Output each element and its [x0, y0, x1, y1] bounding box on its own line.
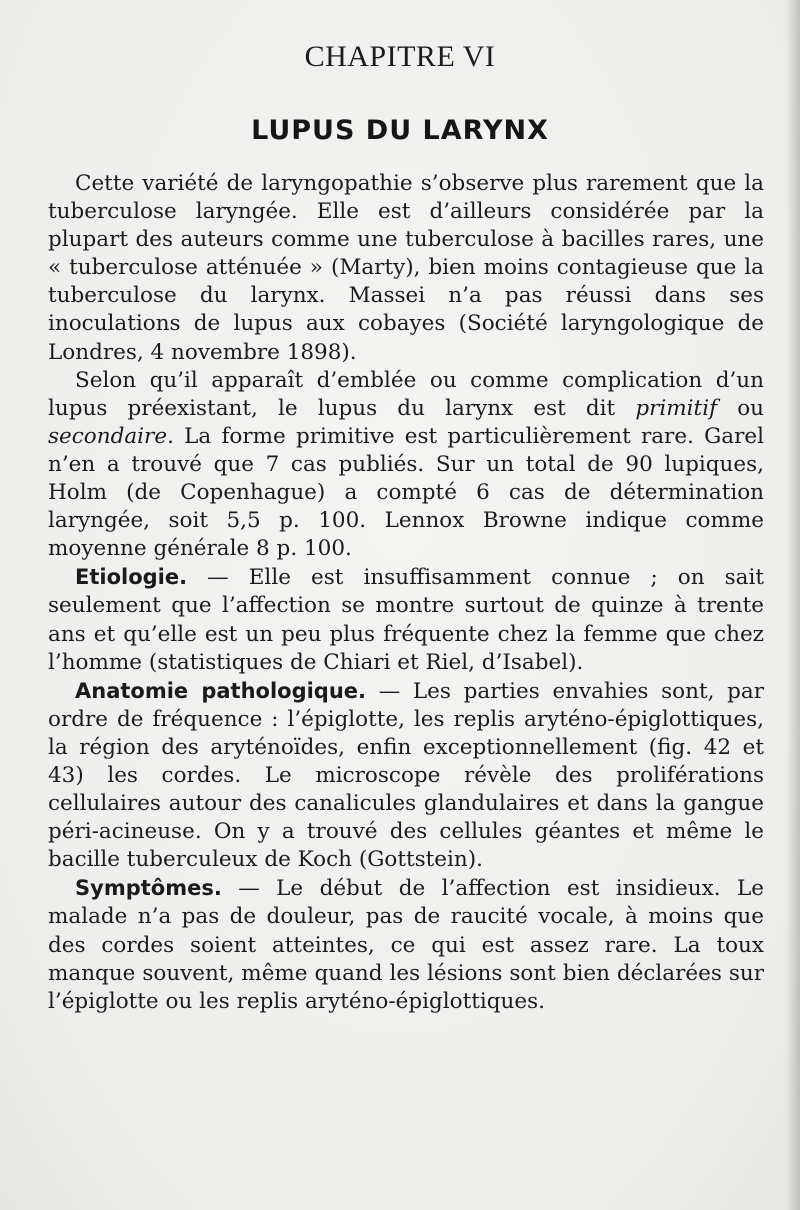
- body-text: [48, 170, 764, 1016]
- paragraph-intro: [48, 170, 764, 367]
- heading-anatomie: Anatomie pathologique.: [75, 678, 367, 703]
- paragraph-forms-text-b: ou: [717, 395, 764, 421]
- paragraph-anatomie: [48, 677, 764, 875]
- paragraph-symptomes: [48, 874, 764, 1015]
- paragraph-intro-text: Cette variété de laryngopathie s’observe plus rarement que la tuberculose laryngée. Elle est d’ailleurs considérée par la plupart des auteurs comme une tuberculose à bacilles rares, une « tuberculose atténuée » (Marty), bien moins contagieuse que la tuberculose du larynx. Massei n’a pas réussi dans ses inoculations de lupus aux cobayes (Société laryngologique de Londres, 4 novembre 1898).: [48, 171, 764, 365]
- term-primitif: primitif: [635, 395, 718, 421]
- paragraph-forms-text-c: . La forme primitive est particulièrement rare. Garel n’en a trouvé que 7 cas publiés. Sur un total de 90 lupiques, Holm (de Copenhague) a compté 6 cas de détermination laryngée, soit 5,5 p. 100. Lennox Browne indique comme moyenne générale 8 p. 100.: [48, 423, 764, 562]
- heading-symptomes: Symptômes.: [75, 876, 222, 901]
- term-secondaire: secondaire: [48, 423, 168, 449]
- chapter-heading: CHAPITRE VI: [304, 40, 496, 73]
- page-edge-shadow: [786, 0, 800, 1210]
- paragraph-anatomie-text: — Les parties envahies sont, par ordre de fréquence : l’épiglotte, les replis aryténo-épiglottiques, la région des aryténoïdes, enfin exceptionnellement (fig. 42 et 43) les cordes. Le microscope révèle des proliférations cellulaires autour des canalicules glandulaires et dans la gangue péri-acineuse. On y a trouvé des cellules géantes et même le bacille tuberculeux de Koch (Gottstein).: [48, 678, 764, 873]
- paragraph-symptomes-text: — Le début de l’affection est insidieux. Le malade n’a pas de douleur, pas de raucité vocale, à moins que des cordes soient atteintes, ce qui est assez rare. La toux manque souvent, même quand les lésions sont bien déclarées sur l’épiglotte ou les replis aryténo-épiglottiques.: [48, 876, 764, 1014]
- paragraph-forms-text-a: Selon qu’il apparaît d’emblée ou comme complication d’un lupus préexistant, le lupus du larynx est dit: [48, 367, 764, 421]
- paragraph-forms: [48, 367, 764, 564]
- paragraph-etiologie-text: — Elle est insuffisamment connue ; on sait seulement que l’affection se montre surtout de quinze à trente ans et qu’elle est un peu plus fréquente chez la femme que chez l’homme (statistiques de Chiari et Riel, d’Isabel).: [48, 565, 764, 675]
- section-title: LUPUS DU LARYNX: [251, 115, 549, 146]
- paragraph-etiologie: [48, 563, 764, 676]
- heading-etiologie: Etiologie.: [75, 565, 188, 590]
